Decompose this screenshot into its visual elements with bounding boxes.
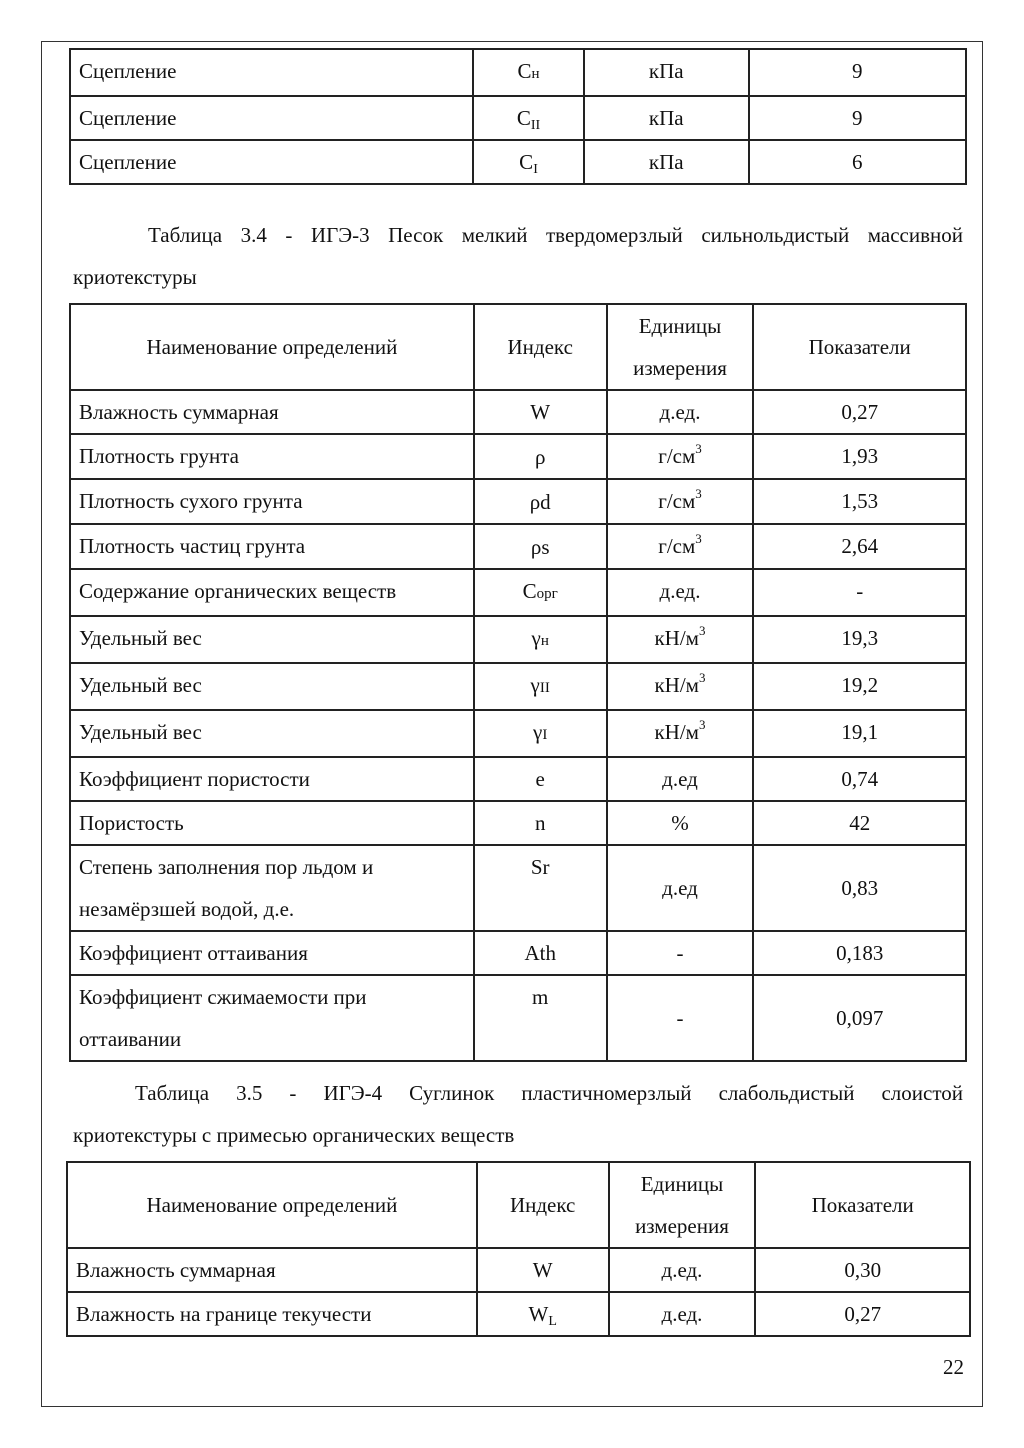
header-value: Показатели	[753, 304, 966, 390]
row-unit: д.ед	[607, 845, 754, 931]
table-cohesion	[69, 48, 967, 185]
row-name: Влажность суммарная	[67, 1248, 477, 1292]
row-name: Коэффициент сжимаемости при оттаивании	[70, 975, 474, 1061]
row-value: 0,30	[755, 1248, 970, 1292]
caption-line-1: Таблица 3.5 - ИГЭ-4 Суглинок пластичномерзлый слабольдистый слоистой	[135, 1081, 963, 1105]
row-value: 0,097	[753, 975, 966, 1061]
row-value: 0,83	[753, 845, 966, 931]
row-name: Пористость	[70, 801, 474, 845]
row-name: Сцепление	[70, 140, 473, 184]
table-row	[70, 757, 966, 801]
row-name: Плотность сухого грунта	[70, 479, 474, 524]
row-name: Сцепление	[70, 49, 473, 96]
row-value: 42	[753, 801, 966, 845]
row-index: Sr	[474, 845, 607, 931]
row-unit: $кН/м^3$	[607, 616, 754, 663]
row-unit: $кН/м^3$	[607, 710, 754, 757]
row-index: e	[474, 757, 607, 801]
row-value: 1,53	[753, 479, 966, 524]
row-index: γII	[474, 663, 607, 710]
table-row	[70, 710, 966, 757]
header-index: Индекс	[477, 1162, 609, 1248]
table-row	[70, 96, 966, 140]
row-value: 19,3	[753, 616, 966, 663]
header-value: Показатели	[755, 1162, 970, 1248]
row-unit: $г/см^3$	[607, 434, 754, 479]
table-row	[70, 616, 966, 663]
row-name: Влажность суммарная	[70, 390, 474, 434]
table-row	[70, 801, 966, 845]
table-row	[70, 845, 966, 931]
row-unit: д.ед.	[609, 1292, 756, 1336]
row-value: 19,2	[753, 663, 966, 710]
table-row	[67, 1248, 970, 1292]
row-index: $W_L$	[477, 1292, 609, 1336]
row-name: Плотность частиц грунта	[70, 524, 474, 569]
header-unit: Единицы измерения	[607, 304, 754, 390]
row-index: W	[474, 390, 607, 434]
row-value: 0,74	[753, 757, 966, 801]
row-unit: д.ед.	[609, 1248, 756, 1292]
table-row	[70, 931, 966, 975]
row-value: 0,183	[753, 931, 966, 975]
row-index: $С_{II}$	[473, 96, 584, 140]
row-name: Удельный вес	[70, 616, 474, 663]
table-row	[67, 1292, 970, 1336]
row-value: 19,1	[753, 710, 966, 757]
row-index: γI	[474, 710, 607, 757]
caption-line-1: Таблица 3.4 - ИГЭ-3 Песок мелкий твердомерзлый сильнольдистый массивной	[148, 223, 963, 247]
row-value: 1,93	[753, 434, 966, 479]
row-unit: -	[607, 975, 754, 1061]
table-row	[70, 975, 966, 1061]
table-row	[70, 49, 966, 96]
row-index: Ath	[474, 931, 607, 975]
table-3-4-caption	[73, 214, 963, 298]
row-value: 0,27	[753, 390, 966, 434]
table-row	[70, 569, 966, 616]
row-index: W	[477, 1248, 609, 1292]
row-index: Сорг	[474, 569, 607, 616]
table-header	[67, 1162, 970, 1248]
row-index: γн	[474, 616, 607, 663]
row-value: 9	[749, 96, 966, 140]
row-index: Сн	[473, 49, 584, 96]
row-name: Степень заполнения пор льдом и незамёрзшей водой, д.е.	[70, 845, 474, 931]
table-header	[70, 304, 966, 390]
table-row	[70, 140, 966, 184]
row-index: $С_I$	[473, 140, 584, 184]
row-value: -	[753, 569, 966, 616]
row-index: ρ	[474, 434, 607, 479]
row-index: m	[474, 975, 607, 1061]
row-name: Удельный вес	[70, 710, 474, 757]
page-number: 22	[943, 1355, 964, 1379]
row-name: Содержание органических веществ	[70, 569, 474, 616]
table-3-5	[66, 1161, 971, 1337]
row-value: 0,27	[755, 1292, 970, 1336]
table-row	[70, 434, 966, 479]
header-unit: Единицы измерения	[609, 1162, 756, 1248]
table-3-4	[69, 303, 967, 1062]
row-unit: д.ед.	[607, 569, 754, 616]
table-row	[70, 524, 966, 569]
row-unit: $г/см^3$	[607, 524, 754, 569]
row-name: Влажность на границе текучести	[67, 1292, 477, 1336]
row-name: Сцепление	[70, 96, 473, 140]
caption-line-2: криотекстуры с примесью органических веществ	[73, 1123, 515, 1147]
row-unit: кПа	[584, 140, 749, 184]
caption-line-2: криотекстуры	[73, 265, 197, 289]
row-unit: -	[607, 931, 754, 975]
row-index: ρs	[474, 524, 607, 569]
header-name: Наименование определений	[67, 1162, 477, 1248]
row-unit: $г/см^3$	[607, 479, 754, 524]
header-name: Наименование определений	[70, 304, 474, 390]
row-value: 2,64	[753, 524, 966, 569]
header-index: Индекс	[474, 304, 607, 390]
row-name: Плотность грунта	[70, 434, 474, 479]
row-index: ρd	[474, 479, 607, 524]
row-name: Коэффициент пористости	[70, 757, 474, 801]
row-unit: %	[607, 801, 754, 845]
table-3-5-caption	[73, 1072, 963, 1156]
row-value: 6	[749, 140, 966, 184]
row-name: Удельный вес	[70, 663, 474, 710]
row-unit: кПа	[584, 49, 749, 96]
row-index: n	[474, 801, 607, 845]
row-unit: д.ед	[607, 757, 754, 801]
table-row	[70, 479, 966, 524]
row-name: Коэффициент оттаивания	[70, 931, 474, 975]
row-unit: $кН/м^3$	[607, 663, 754, 710]
row-value: 9	[749, 49, 966, 96]
row-unit: кПа	[584, 96, 749, 140]
table-row	[70, 663, 966, 710]
row-unit: д.ед.	[607, 390, 754, 434]
table-row	[70, 390, 966, 434]
